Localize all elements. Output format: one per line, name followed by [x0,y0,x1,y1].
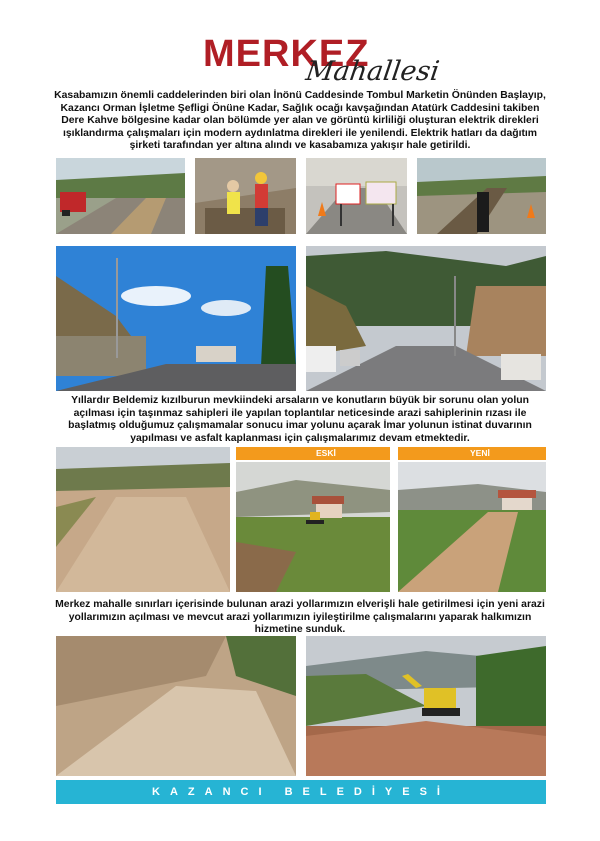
label-new: YENİ [470,448,490,458]
label-bar-old [236,447,390,460]
roads-paragraph: Merkez mahalle sınırları içerisinde bulunan arazi yollarımızın elverişli hale getirilmesi için yeni arazi yollarımızın açılması ve mevcut arazi yollarımızın iyileştirilme çalışmalarını yaparak halkımızın hizmetine sunduk. [55,599,545,636]
photo-dirt-road-field [56,447,230,592]
photo-road-signs [306,158,407,234]
photo-before-excavator [236,462,390,592]
photo-after-road [398,462,546,592]
middle-paragraph: Yıllardır Beldemiz kızılburun mevkiindeki arsaların ve konutların büyük bir sorunu olan yolun açılması için taşınmaz sahipleri ile yapılan toplantılar neticesinde arazi sahiplerinin rızası ile başlatmış olduğumuz çalışmamalar sonucu imar yolunu açarak İmar yolunun istinat duvarının yapılması ve asfalt kaplanması için çalışmalarımız devam etmektedir. [68,395,532,444]
intro-paragraph: Kasabamızın önemli caddelerinden biri olan İnönü Caddesinde Tombul Marketin Önünden Başlayıp, Kazancı Orman İşletme Şefligi Önüne Kadar, Sağlık ocağı kavşağından Atatürk Caddesini takiben Dere Kahve bölgesine kadar olan bölümde yer alan ve görüntü kirliliği oluşturan elektrik direkleri ışıklandırma çalışmaları için modern aydınlatma direkleri ile yenilendi. Elektrik hatları da dağıtım şirketi tarafından yer altına alındı ve kasabamıza yakışır hale getirildi. [54,90,546,152]
photo-workers-trench [195,158,296,234]
page-title: MERKEZ [203,33,370,75]
label-old: ESKİ [316,448,336,458]
photo-street-excavation-truck [56,158,185,234]
photo-excavator-hillside [306,636,546,776]
label-bar-new [398,447,546,460]
footer-banner: KAZANCI BELEDİYESİ [56,780,546,804]
photo-trench-street [417,158,546,234]
photo-road-blue-sky [56,246,296,391]
photo-street-parked-cars [306,246,546,391]
page-subtitle: Mahallesi [303,56,442,87]
photo-mountain-dirt-road [56,636,296,776]
